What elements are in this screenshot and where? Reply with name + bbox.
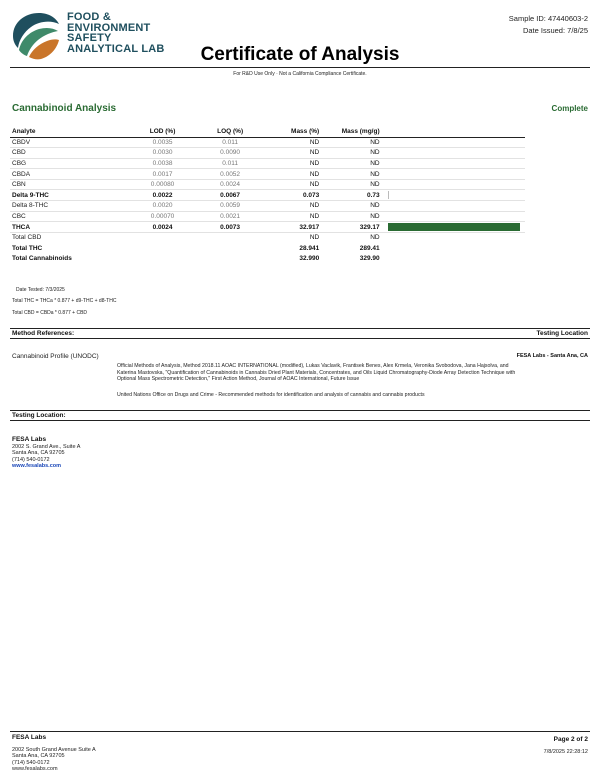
column-header-bar <box>382 126 525 137</box>
footer-timestamp: 7/8/2025 22:28:12 <box>543 749 588 755</box>
mass-bar <box>388 223 520 231</box>
mass-pct-cell: 28.941 <box>299 244 320 252</box>
sample-id: Sample ID: 47440603-2 <box>508 14 588 23</box>
mass-bar-cell <box>382 179 525 190</box>
location-website-link[interactable]: www.fesalabs.com <box>12 462 62 469</box>
analyte-cell: CBD <box>10 148 129 159</box>
mass-pct-cell: ND <box>264 148 321 159</box>
table-row <box>10 222 525 233</box>
lod-cell: 0.0020 <box>129 201 197 212</box>
mass-mg-cell: 0.73 <box>321 190 381 201</box>
table-row <box>10 148 525 159</box>
cannabinoid-table <box>10 126 525 264</box>
location-address-line: 2002 S. Grand Ave., Suite A <box>12 444 81 450</box>
mass-mg-cell: ND <box>321 201 381 212</box>
formula-total-cbd: Total CBD = CBDa * 0.877 + CBD <box>12 310 88 316</box>
loq-cell: 0.0021 <box>196 211 264 222</box>
lod-cell: 0.00080 <box>129 179 197 190</box>
lod-cell: 0.0038 <box>129 158 197 169</box>
analyte-cell: CBN <box>10 179 129 190</box>
loq-cell: 0.011 <box>196 137 264 148</box>
mass-mg-cell: ND <box>321 137 381 148</box>
empty-cell <box>196 232 264 243</box>
lod-cell: 0.0030 <box>129 148 197 159</box>
method-reference: Official Methods of Analysis, Method 2018.11 AOAC INTERNATIONAL (modified), Lukas Vaclavik, Frantisek Benes, Alex Krmela, Veronika Svobodova, Jana Hajsolva, and Katerina Mastovska, "Quantification of Cannabinoids in Cannabis Dried Plant Materials, Concentrates, and Oils Liquid Chromatography-Diode Array Detection Technique with Optional Mass Spectrometric Detection," First Action Method, Journal of AOAC International, Future Issue <box>117 363 516 383</box>
testing-location-block <box>12 436 80 469</box>
mass-mg-cell: 289.41 <box>359 244 380 252</box>
mass-pct-cell: ND <box>309 234 320 242</box>
mass-pct-cell: ND <box>264 137 321 148</box>
testing-location-label: Testing Location <box>536 330 588 337</box>
analyte-cell: CBDA <box>10 169 129 180</box>
method-references-header <box>10 328 590 339</box>
analyte-cell: CBDV <box>10 137 129 148</box>
empty-cell <box>196 254 264 265</box>
empty-cell <box>196 243 264 254</box>
date-issued: Date Issued: 7/8/25 <box>522 26 588 35</box>
loq-cell: 0.0067 <box>196 190 264 201</box>
lod-cell: 0.00070 <box>129 211 197 222</box>
footer-address <box>12 733 96 772</box>
analyte-cell: Delta 9-THC <box>10 190 129 201</box>
footer-website: www.fesalabs.com <box>12 765 58 772</box>
column-header: LOD (%) <box>129 126 197 137</box>
lod-cell: 0.0022 <box>129 190 197 201</box>
analyte-cell: Total Cannabinoids <box>12 255 72 263</box>
mass-bar-cell <box>382 190 525 201</box>
method-references-label: Method References: <box>12 330 75 337</box>
empty-cell <box>382 254 525 265</box>
footer-phone: (714) 540-0172 <box>12 759 50 766</box>
empty-cell <box>382 232 525 243</box>
total-row <box>10 254 525 265</box>
header-divider <box>10 67 590 68</box>
loq-cell: 0.0052 <box>196 169 264 180</box>
logo-line: ANALYTICAL LAB <box>67 42 165 55</box>
mass-bar-cell <box>382 201 525 212</box>
status-badge: Complete <box>551 104 588 113</box>
loq-cell: 0.0090 <box>196 148 264 159</box>
location-name: FESA Labs <box>12 436 47 443</box>
empty-cell <box>129 254 197 265</box>
page-title: Certificate of Analysis <box>200 44 400 65</box>
mass-bar <box>388 191 389 199</box>
loq-cell: 0.0073 <box>196 222 264 233</box>
mass-bar-cell <box>382 211 525 222</box>
disclaimer: For R&D Use Only · Not a California Compliance Certificate. <box>233 71 367 77</box>
analyte-cell: CBC <box>10 211 129 222</box>
testing-location-header <box>10 410 590 421</box>
page-number: Page 2 of 2 <box>553 736 588 743</box>
mass-mg-cell: 329.90 <box>359 255 380 263</box>
footer-lab-name: FESA Labs <box>12 734 47 741</box>
empty-cell <box>382 243 525 254</box>
table-body <box>10 137 525 264</box>
mass-pct-cell: ND <box>264 169 321 180</box>
mass-mg-cell: ND <box>321 211 381 222</box>
section-title: Cannabinoid Analysis <box>12 103 117 114</box>
mass-bar-cell <box>382 158 525 169</box>
empty-cell <box>129 232 197 243</box>
table-row <box>10 137 525 148</box>
mass-mg-cell: ND <box>321 158 381 169</box>
location-address-line: Santa Ana, CA 92705 <box>12 450 65 457</box>
formula-total-thc: Total THC = THCa * 0.877 + d9-THC + d8-THC <box>12 298 117 304</box>
analyte-cell: Delta 8-THC <box>10 201 129 212</box>
table-row <box>10 211 525 222</box>
column-header: Mass (%) <box>264 126 321 137</box>
table-row <box>10 179 525 190</box>
mass-mg-cell: ND <box>321 148 381 159</box>
analyte-cell: Total CBD <box>12 234 42 242</box>
mass-pct-cell: ND <box>264 179 321 190</box>
total-row <box>10 243 525 254</box>
column-header: Analyte <box>10 126 129 137</box>
table-row <box>10 201 525 212</box>
footer-address-line: Santa Ana, CA 92705 <box>12 753 65 760</box>
analyte-cell: Total THC <box>12 244 43 252</box>
location-phone: (714) 540-0172 <box>12 456 50 463</box>
column-header: Mass (mg/g) <box>321 126 381 137</box>
lod-cell: 0.0035 <box>129 137 197 148</box>
mass-pct-cell: 0.073 <box>264 190 321 201</box>
analyte-cell: THCA <box>10 222 129 233</box>
lod-cell: 0.0024 <box>129 222 197 233</box>
logo-line: ENVIRONMENT <box>67 21 151 34</box>
mass-mg-cell: ND <box>370 234 380 242</box>
loq-cell: 0.0059 <box>196 201 264 212</box>
mass-bar-cell <box>382 169 525 180</box>
table-header-row <box>10 126 525 137</box>
method-reference: United Nations Office on Drugs and Crime - Recommended methods for identification and analysis of cannabis and cannabis products <box>117 392 425 398</box>
footer-divider <box>10 731 590 732</box>
mass-mg-cell: ND <box>321 169 381 180</box>
mass-pct-cell: ND <box>264 158 321 169</box>
table-row <box>10 190 525 201</box>
header-meta <box>509 13 588 37</box>
testing-location-heading: Testing Location: <box>12 412 66 419</box>
loq-cell: 0.011 <box>196 158 264 169</box>
footer-meta <box>544 734 588 758</box>
analyte-cell: CBG <box>10 158 129 169</box>
mass-mg-cell: 329.17 <box>321 222 381 233</box>
column-header: LOQ (%) <box>196 126 264 137</box>
mass-bar-cell <box>382 222 525 233</box>
mass-mg-cell: ND <box>321 179 381 190</box>
logo-line: SAFETY <box>67 32 112 44</box>
mass-pct-cell: ND <box>264 201 321 212</box>
mass-bar-cell <box>382 148 525 159</box>
footer-address-line: 2002 South Grand Avenue Suite A <box>12 747 96 753</box>
mass-bar-cell <box>382 137 525 148</box>
method-name: Cannabinoid Profile (UNODC) <box>12 353 99 360</box>
lod-cell: 0.0017 <box>129 169 197 180</box>
table-row <box>10 169 525 180</box>
loq-cell: 0.0024 <box>196 179 264 190</box>
empty-cell <box>129 243 197 254</box>
mass-pct-cell: 32.990 <box>299 255 320 263</box>
mass-pct-cell: 32.917 <box>264 222 321 233</box>
logo-line: FOOD & <box>67 11 111 23</box>
date-tested: Date Tested: 7/3/2025 <box>16 287 65 293</box>
total-row <box>10 232 525 243</box>
mass-pct-cell: ND <box>264 211 321 222</box>
table-row <box>10 158 525 169</box>
method-lab: FESA Labs - Santa Ana, CA <box>516 353 588 359</box>
